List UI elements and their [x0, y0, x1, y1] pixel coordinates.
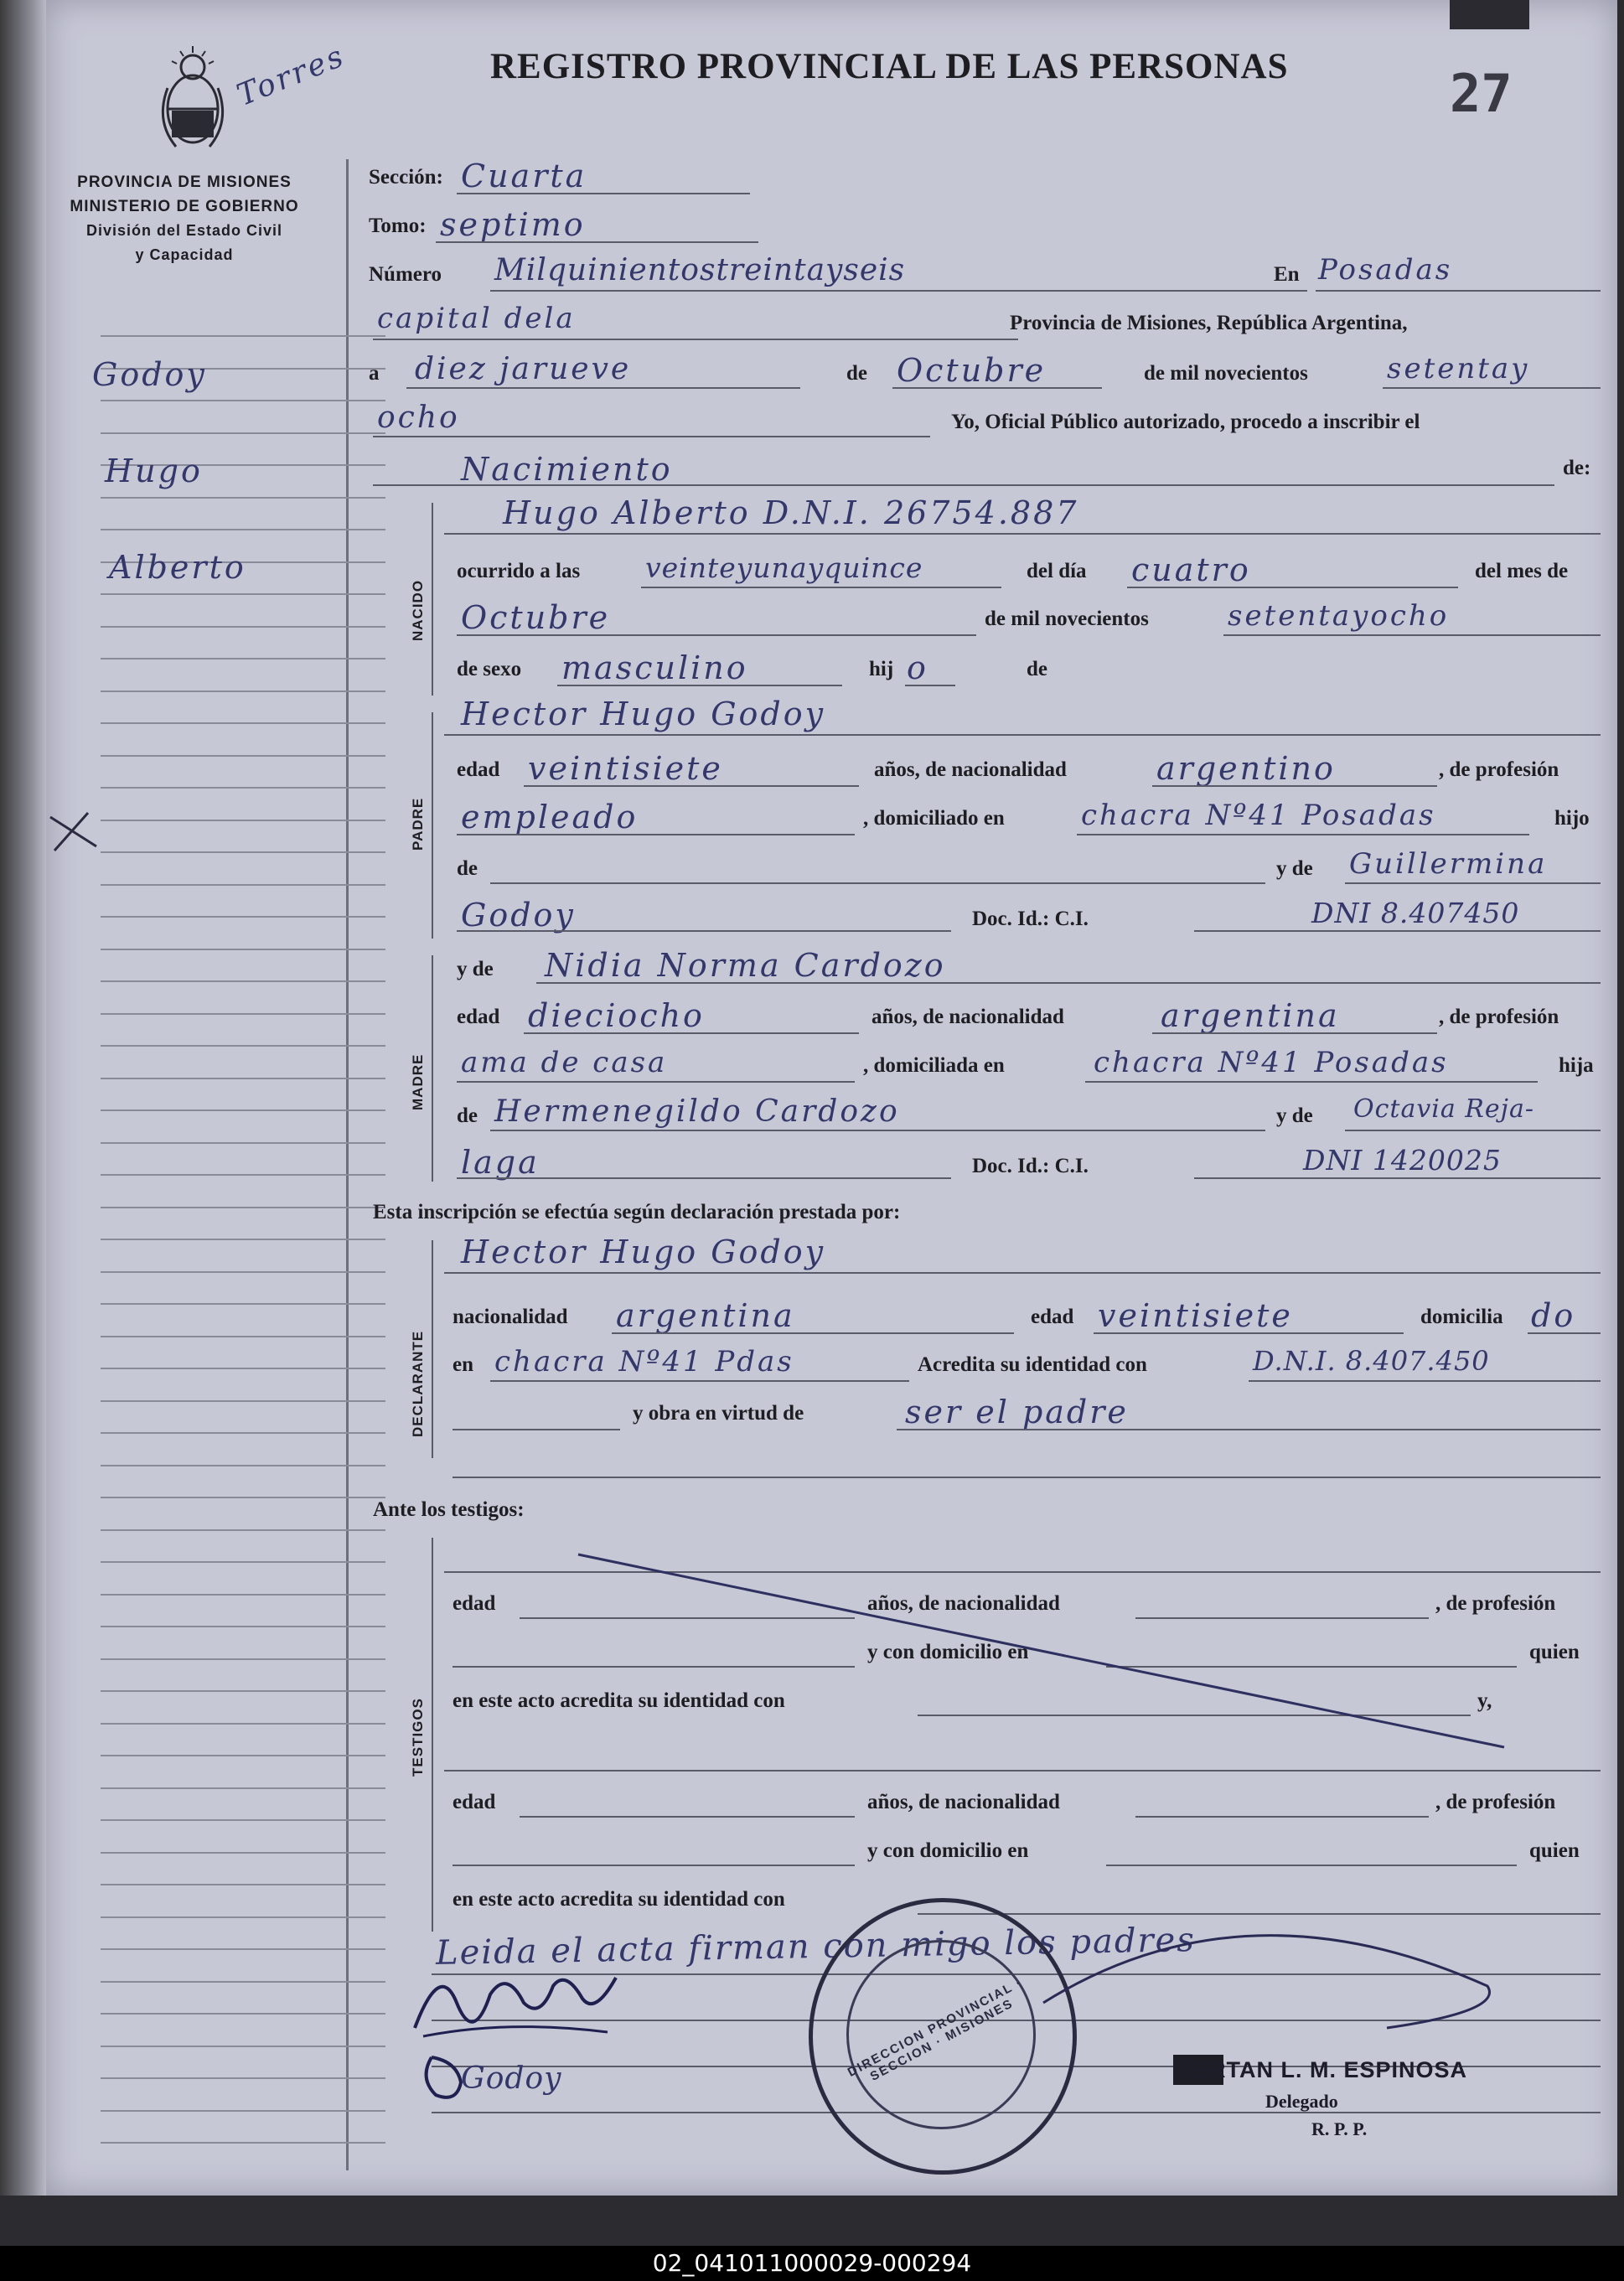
madre-bracket — [432, 955, 433, 1182]
book-binding-edge — [0, 0, 46, 2196]
margin-rule-line — [101, 2077, 385, 2079]
margin-rule-line — [101, 2046, 385, 2047]
fecha-de-label: de — [846, 362, 867, 385]
nac-mil-label: de mil novecientos — [985, 608, 1149, 630]
numero-value: Milquinientostreintayseis — [494, 253, 906, 287]
acto-value: Nacimiento — [461, 451, 673, 488]
declarante-section-label: DECLARANTE — [410, 1330, 426, 1437]
capital-value: capital dela — [377, 302, 576, 335]
fecha-mil-label: de mil novecientos — [1144, 362, 1308, 385]
padre-name-line — [444, 734, 1601, 736]
margin-rule-line — [101, 1948, 385, 1950]
authority-line-1: PROVINCIA DE MISIONES — [77, 173, 292, 191]
testigos-bracket — [432, 1538, 433, 1932]
madre-doc-value: DNI 1420025 — [1303, 1144, 1502, 1177]
padre-dom-value: chacra Nº41 Posadas — [1081, 799, 1436, 832]
oficial-text: Yo, Oficial Público autorizado, procedo a inscribir el — [951, 411, 1420, 433]
margin-rule-line — [101, 1819, 385, 1821]
margin-rule-line — [101, 658, 385, 659]
padre-edad-label: edad — [457, 758, 500, 781]
authority-line-3: División del Estado Civil — [85, 222, 283, 239]
padre-prof-label: , de profesión — [1439, 758, 1559, 781]
nac-anio-value: setentayocho — [1228, 599, 1450, 633]
seccion-label: Sección: — [369, 166, 443, 189]
declarante-en-label: en — [453, 1353, 473, 1376]
padre-edad-line — [524, 785, 859, 787]
ocurrido-label: ocurrido a las — [457, 560, 581, 582]
declarante-domicilia-label: domicilia — [1420, 1306, 1503, 1328]
margin-rule-line — [101, 787, 385, 789]
padre-doc-label: Doc. Id.: C.I. — [972, 908, 1089, 930]
nacido-name: Hugo Alberto D.N.I. 26754.887 — [503, 494, 1079, 531]
madre-de-label: de — [457, 1104, 478, 1127]
fecha-mes-line — [892, 387, 1102, 389]
margin-rule-line — [101, 1142, 385, 1144]
declarante-name: Hector Hugo Godoy — [461, 1234, 826, 1270]
declarante-nac-line — [612, 1332, 1014, 1334]
stamp-flourish-icon — [1035, 1902, 1521, 2061]
del-dia-label: del día — [1027, 560, 1087, 582]
declarante-edad-value: veintisiete — [1098, 1297, 1293, 1334]
testigo2-nac-line — [1135, 1816, 1429, 1818]
testigo2-nac-label: años, de nacionalidad — [867, 1791, 1060, 1813]
margin-rule-line — [101, 916, 385, 918]
margin-rule-line — [101, 1078, 385, 1079]
fecha-anio-value-2: ocho — [377, 401, 460, 435]
en-line — [1316, 290, 1601, 292]
sexo-line — [557, 685, 842, 686]
testigo2-acredita-label: en este acto acredita su identidad con — [453, 1888, 785, 1911]
nac-anio-line — [1223, 634, 1601, 636]
margin-rule-line — [101, 2110, 385, 2112]
fecha-dia-line — [406, 387, 800, 389]
testigos-section-label: TESTIGOS — [410, 1698, 426, 1777]
madre-nac-line — [1152, 1032, 1437, 1034]
fecha-anio-line-2 — [373, 436, 930, 437]
madre-madre-line-2 — [457, 1177, 951, 1179]
testigo1-acredita-label: en este acto acredita su identidad con — [453, 1689, 785, 1712]
margin-rule-line — [101, 1368, 385, 1369]
hij-line — [905, 685, 955, 686]
declarante-nac-value: argentina — [616, 1297, 795, 1334]
file-name-caption: 02_041011000029-000294 — [0, 2246, 1624, 2281]
testigo2-dom-label: y con domicilio en — [867, 1839, 1029, 1862]
padre-madre-line-2 — [457, 930, 951, 932]
signature-2: Godoy — [461, 2061, 562, 2096]
madre-madre-line — [1345, 1130, 1601, 1131]
padre-doc-line — [1194, 930, 1601, 932]
margin-rule-line — [101, 1723, 385, 1725]
testigo2-quien-label: quien — [1529, 1839, 1580, 1862]
torres-note: Torres — [232, 39, 350, 113]
declarante-obra-value: ser el padre — [905, 1394, 1129, 1430]
margin-rule-line — [101, 1271, 385, 1273]
testigo1-quien-label: quien — [1529, 1641, 1580, 1663]
madre-section-label: MADRE — [410, 1053, 426, 1110]
margin-second-name: Alberto — [109, 549, 246, 586]
declarante-edad-label: edad — [1031, 1306, 1074, 1328]
stamp-text: DIRECCION PROVINCIAL · SECCION · MISIONES — [845, 1975, 1026, 2084]
numero-label: Número — [369, 263, 442, 286]
authority-line-2: MINISTERIO DE GOBIERNO — [70, 198, 299, 215]
acto-line — [373, 484, 1554, 486]
madre-hija-label: hija — [1559, 1054, 1594, 1077]
padre-prof-line — [457, 834, 855, 835]
margin-rule-line — [101, 1852, 385, 1854]
tomo-value: septimo — [440, 206, 586, 243]
numero-line — [490, 290, 1307, 292]
acto-de-label: de: — [1563, 457, 1591, 479]
margin-rule-line — [101, 1787, 385, 1789]
corner-tab — [1450, 0, 1529, 29]
nacido-bracket — [432, 503, 433, 696]
margin-rule-line — [101, 2142, 385, 2144]
nac-mes-line — [457, 634, 976, 636]
padre-y-de-label: y de — [1276, 857, 1313, 880]
margin-rule-line — [101, 884, 385, 886]
margin-rule-line — [101, 593, 385, 595]
margin-rule-line — [101, 1658, 385, 1660]
margin-rule-line — [101, 1400, 385, 1402]
declarante-name-line — [444, 1272, 1601, 1274]
declarante-obra-line — [897, 1429, 1601, 1430]
madre-prof-label: , de profesión — [1439, 1006, 1559, 1028]
testigo2-edad-line — [520, 1816, 855, 1818]
madre-nac-value: argentina — [1161, 997, 1340, 1034]
margin-rule-line — [101, 1981, 385, 1983]
margin-divider — [346, 159, 349, 2170]
margin-rule-line — [101, 820, 385, 821]
margin-rule-line — [101, 1432, 385, 1434]
seccion-line — [457, 193, 750, 194]
margin-rule-line — [101, 980, 385, 982]
testigo1-edad-label: edad — [453, 1592, 496, 1615]
declaracion-intro: Esta inscripción se efectúa según declaración prestada por: — [373, 1201, 901, 1223]
hora-line — [641, 587, 1001, 588]
fecha-mes-value: Octubre — [897, 352, 1047, 389]
hij-label: hij — [869, 658, 894, 680]
madre-dom-value: chacra Nº41 Posadas — [1094, 1046, 1449, 1079]
tomo-line — [436, 241, 758, 243]
madre-nac-label: años, de nacionalidad — [871, 1006, 1064, 1028]
madre-name: Nidia Norma Cardozo — [545, 947, 946, 984]
padre-nac-value: argentino — [1156, 750, 1336, 787]
tomo-label: Tomo: — [369, 215, 427, 237]
margin-rule-line — [101, 626, 385, 628]
declarante-acredita-value: D.N.I. 8.407.450 — [1253, 1345, 1490, 1377]
page-number: 27 — [1450, 63, 1513, 124]
sexo-value: masculino — [561, 649, 748, 686]
padre-dom-line — [1077, 834, 1529, 835]
margin-x-mark-icon — [46, 809, 105, 859]
padre-madre-line — [1345, 882, 1601, 884]
official-title: Delegado — [1265, 2091, 1338, 2112]
testigo1-dom-label: y con domicilio en — [867, 1641, 1029, 1663]
padre-dom-label: , domiciliado en — [863, 807, 1005, 830]
padre-nac-line — [1152, 785, 1437, 787]
margin-rule-line — [101, 1884, 385, 1885]
margin-rule-line — [101, 1690, 385, 1692]
fecha-anio-value-1: setentay — [1387, 352, 1530, 385]
page-title: REGISTRO PROVINCIAL DE LAS PERSONAS — [490, 47, 1289, 86]
margin-rule-line — [101, 432, 385, 434]
declarante-nac-label: nacionalidad — [453, 1306, 568, 1328]
margin-rule-line — [101, 1045, 385, 1047]
testigo2-name-line — [444, 1770, 1601, 1772]
declarante-acredita-label: Acredita su identidad con — [918, 1353, 1147, 1376]
madre-madre-value-1: Octavia Reja- — [1353, 1094, 1534, 1124]
padre-edad-value: veintisiete — [528, 750, 723, 787]
scan-bottom-band — [0, 2196, 1624, 2246]
margin-rule-line — [101, 1755, 385, 1756]
testigo2-dom-line — [1106, 1865, 1517, 1866]
coat-of-arms-icon — [147, 29, 239, 163]
nac-mes-value: Octubre — [461, 599, 611, 636]
margin-rule-line — [101, 335, 385, 337]
declarante-edad-line — [1094, 1332, 1404, 1334]
testigo1-y-label: y, — [1477, 1689, 1492, 1712]
margin-rule-line — [101, 1529, 385, 1531]
authority-block — [59, 170, 310, 267]
margin-rule-line — [101, 1465, 385, 1466]
declarante-acredita-line — [1249, 1380, 1601, 1382]
madre-name-line — [536, 982, 1601, 984]
testigo2-prof-label: , de profesión — [1435, 1791, 1556, 1813]
madre-dom-label: , domiciliada en — [863, 1054, 1005, 1077]
padre-bracket — [432, 712, 433, 939]
official-org: R. P. P. — [1311, 2118, 1368, 2139]
padre-section-label: PADRE — [410, 797, 426, 851]
madre-y-de-label: y de — [457, 958, 494, 980]
padre-de-line — [490, 882, 1265, 884]
padre-prof-value: empleado — [461, 799, 639, 835]
margin-rule-line — [101, 851, 385, 853]
madre-edad-line — [524, 1032, 859, 1034]
madre-doc-label: Doc. Id.: C.I. — [972, 1155, 1089, 1177]
madre-doc-line — [1194, 1177, 1601, 1179]
testigo1-nac-label: años, de nacionalidad — [867, 1592, 1060, 1615]
en-value: Posadas — [1318, 253, 1453, 287]
declarante-obra-pre-line — [453, 1429, 620, 1430]
padre-madre-value-2: Godoy — [461, 897, 576, 934]
margin-rule-line — [101, 1013, 385, 1015]
official-name: VERTAN L. M. ESPINOSA — [1177, 2057, 1468, 2082]
margin-rule-line — [101, 1594, 385, 1596]
nacido-name-line — [444, 533, 1601, 535]
sexo-label: de sexo — [457, 658, 522, 680]
fecha-dia-value: diez jarueve — [415, 352, 632, 386]
margin-rule-line — [101, 1207, 385, 1208]
testigo2-prof-line — [453, 1865, 855, 1866]
margin-rule-line — [101, 1174, 385, 1176]
declarante-en-value: chacra Nº41 Pdas — [494, 1345, 794, 1378]
nacido-de-label: de — [1027, 658, 1047, 680]
margin-rule-line — [101, 400, 385, 401]
declarante-en-line — [490, 1380, 909, 1382]
del-mes-label: del mes de — [1475, 560, 1569, 582]
margin-rule-line — [101, 529, 385, 530]
margin-rule-line — [101, 1497, 385, 1498]
declarante-extra-line — [453, 1477, 1601, 1478]
padre-hijo-label: hijo — [1554, 807, 1590, 830]
dia-value: cuatro — [1131, 551, 1251, 588]
madre-madre-value-2: laga — [461, 1144, 540, 1181]
margin-rule-line — [101, 2013, 385, 2015]
margin-rule-line — [101, 1303, 385, 1305]
capital-line — [373, 339, 1018, 340]
margin-rule-line — [101, 1561, 385, 1563]
margin-rule-line — [101, 1916, 385, 1918]
hij-value: o — [907, 649, 928, 686]
padre-de-label: de — [457, 857, 478, 880]
padre-doc-value: DNI 8.407450 — [1311, 897, 1520, 929]
margin-rule-line — [101, 1626, 385, 1627]
margin-first-name: Hugo — [105, 453, 203, 489]
form-sheet — [46, 0, 1617, 2196]
a-label: a — [369, 362, 380, 385]
declarante-domicilia-value: do — [1531, 1297, 1576, 1334]
margin-rule-line — [101, 691, 385, 692]
declarante-bracket — [432, 1240, 433, 1458]
signature-1-icon — [406, 1953, 624, 2045]
margin-rule-line — [101, 722, 385, 724]
hora-value: veinteyunayquince — [645, 551, 923, 584]
authority-line-4: y Capacidad — [135, 246, 234, 263]
fecha-anio-line — [1383, 387, 1601, 389]
padre-name: Hector Hugo Godoy — [461, 696, 826, 732]
madre-dom-line — [1085, 1081, 1538, 1083]
declarante-domicilia-line — [1528, 1332, 1601, 1334]
margin-rule-line — [101, 1336, 385, 1337]
margin-rule-line — [101, 949, 385, 950]
nacido-section-label: NACIDO — [410, 579, 426, 641]
madre-padre-line — [490, 1130, 1265, 1131]
dia-line — [1127, 587, 1458, 588]
padre-nac-label: años, de nacionalidad — [874, 758, 1067, 781]
madre-prof-line — [457, 1081, 855, 1083]
margin-rule-line — [101, 497, 385, 499]
madre-padre-value: Hermenegildo Cardozo — [494, 1094, 900, 1129]
margin-rule-line — [101, 1239, 385, 1240]
margin-rule-line — [101, 755, 385, 757]
testigo1-prof-label: , de profesión — [1435, 1592, 1556, 1615]
closing-note: Leida el acta firman con migo los padres — [435, 1921, 1197, 1973]
seccion-value: Cuarta — [461, 158, 587, 194]
witness-cancel-stroke — [574, 1542, 1513, 1760]
madre-edad-label: edad — [457, 1006, 500, 1028]
margin-rule-line — [101, 1109, 385, 1111]
declarante-obra-label: y obra en virtud de — [633, 1402, 804, 1425]
madre-edad-value: dieciocho — [528, 997, 705, 1034]
padre-madre-value-1: Guillermina — [1349, 847, 1548, 881]
margin-surname: Godoy — [92, 356, 207, 393]
en-label: En — [1274, 263, 1300, 286]
madre-prof-value: ama de casa — [461, 1046, 668, 1079]
madre-y-de-2-label: y de — [1276, 1104, 1313, 1127]
testigo2-edad-label: edad — [453, 1791, 496, 1813]
testigos-intro: Ante los testigos: — [373, 1498, 525, 1521]
provincia-text: Provincia de Misiones, República Argentina, — [1010, 312, 1408, 334]
